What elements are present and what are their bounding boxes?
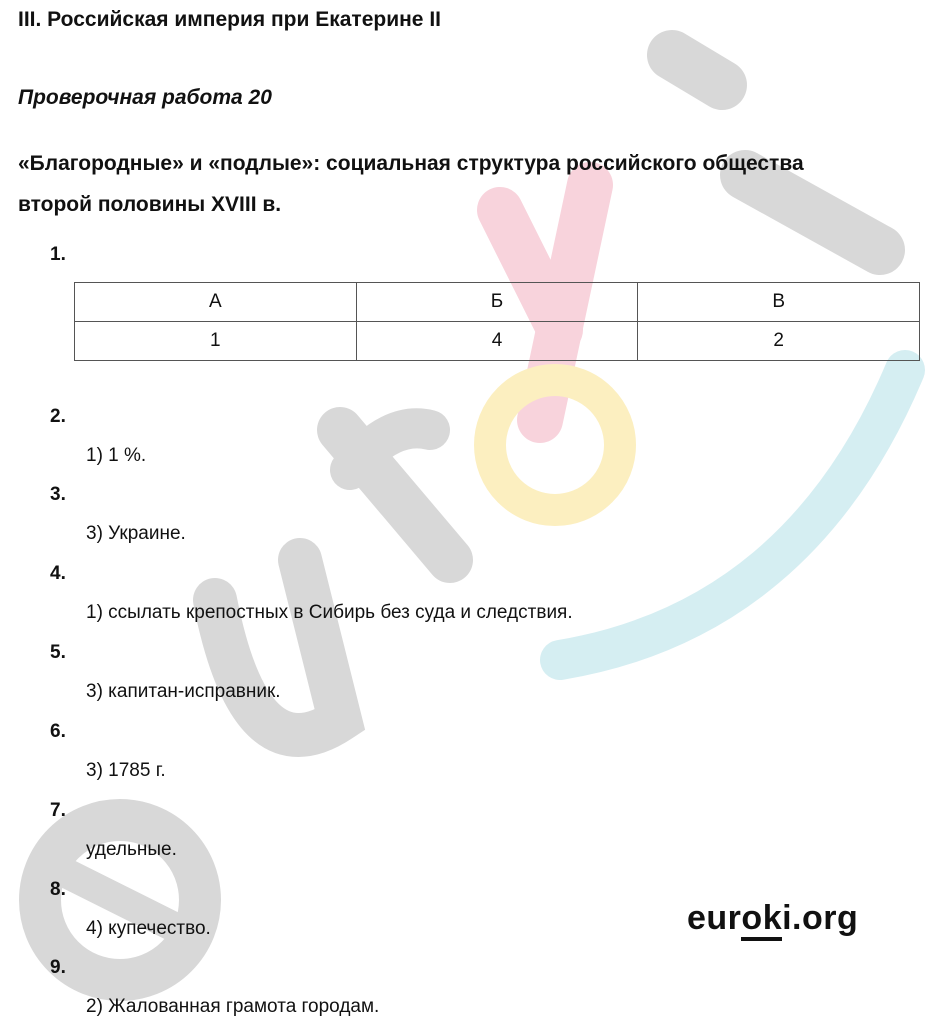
answer-table xyxy=(74,282,920,361)
task-number-1: 1. xyxy=(50,244,66,265)
task-answer-7: удельные. xyxy=(86,839,177,860)
task-answer-8: 4) купечество. xyxy=(86,918,211,939)
task-number-6: 6. xyxy=(50,721,66,742)
work-title: Проверочная работа 20 xyxy=(18,86,272,109)
table-header-row xyxy=(75,283,920,322)
task-number-2: 2. xyxy=(50,406,66,427)
task-answer-6: 3) 1785 г. xyxy=(86,760,166,781)
task-number-9: 9. xyxy=(50,957,66,978)
chapter-title: III. Российская империя при Екатерине II xyxy=(18,8,441,31)
table-cell: 4 xyxy=(356,322,638,361)
task-answer-3: 3) Украине. xyxy=(86,523,186,544)
topic-line-1: «Благородные» и «подлые»: социальная структура российского общества xyxy=(18,152,804,175)
task-number-3: 3. xyxy=(50,484,66,505)
task-number-5: 5. xyxy=(50,642,66,663)
table-header-cell: Б xyxy=(356,283,638,322)
table-cell: 2 xyxy=(638,322,920,361)
task-number-7: 7. xyxy=(50,800,66,821)
topic-line-2: второй половины XVIII в. xyxy=(18,193,282,216)
logo-text-end: i.org xyxy=(782,899,859,937)
topic-title xyxy=(18,143,918,225)
euroki-logo xyxy=(687,899,858,938)
task-number-4: 4. xyxy=(50,563,66,584)
table-row xyxy=(75,322,920,361)
table-cell: 1 xyxy=(75,322,357,361)
logo-text-underlined: ok xyxy=(741,899,782,941)
task-number-8: 8. xyxy=(50,879,66,900)
logo-text-start: eur xyxy=(687,899,742,937)
task-answer-4: 1) ссылать крепостных в Сибирь без суда и следствия. xyxy=(86,602,573,623)
table-header-cell: В xyxy=(638,283,920,322)
task-answer-5: 3) капитан-исправник. xyxy=(86,681,281,702)
task-answer-2: 1) 1 %. xyxy=(86,445,147,466)
table-header-cell: А xyxy=(75,283,357,322)
task-answer-9: 2) Жалованная грамота городам. xyxy=(86,996,380,1017)
